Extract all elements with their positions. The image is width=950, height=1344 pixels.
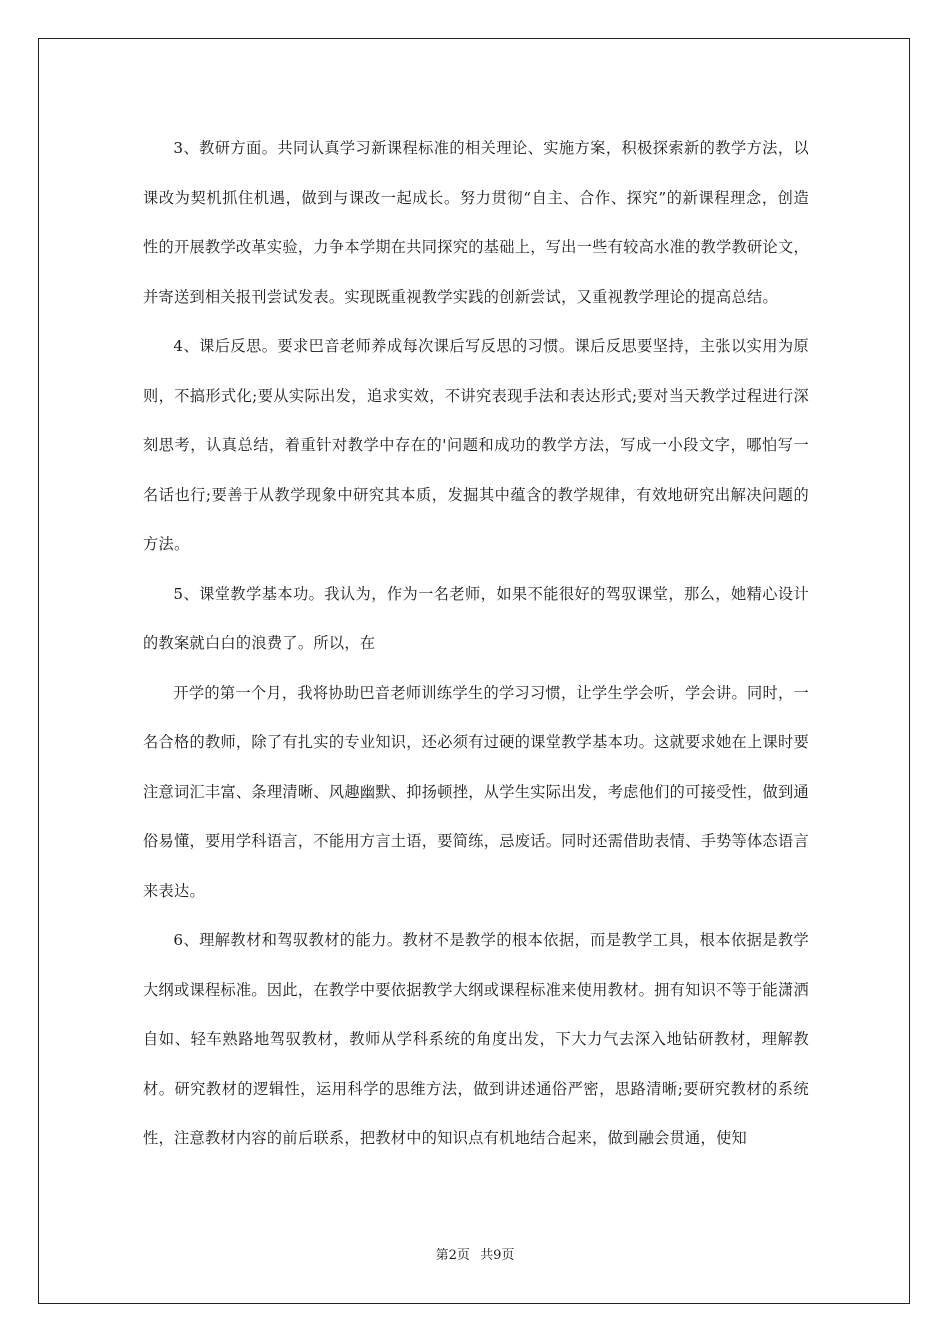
page-number-current: 第2页 <box>435 1248 470 1263</box>
paragraph-classroom-basic-skills: 5、课堂教学基本功。我认为，作为一名老师，如果不能很好的驾驭课堂，那么，她精心设计的教案就白白的浪费了。所以，在 <box>143 584 809 652</box>
paragraph-after-class-reflection: 4、课后反思。要求巴音老师养成每次课后写反思的习惯。课后反思要坚持，主张以实用为原则，不搞形式化;要从实际出发，追求实效，不讲究表现手法和表达形式;要对当天教学过程进行深刻思考，认真总结，着重针对教学中存在的'问题和成功的教学方法，写成一小段文字，哪怕写一名话也行;要善于从教学现象中研究其本质，发掘其中蕴含的教学规律，有效地研究出解决问题的方法。 <box>143 337 809 553</box>
paragraph-textbook-ability: 6、理解教材和驾驭教材的能力。教材不是教学的根本依据，而是教学工具，根本依据是教学大纲或课程标准。因此，在教学中要依据教学大纲或课程标准来使用教材。拥有知识不等于能潇洒自如、轻车熟路地驾驭教材，教师从学科系统的角度出发，下大力气去深入地钻研教材，理解教材。研究教材的逻辑性，运用科学的思维方法，做到讲述通俗严密，思路清晰;要研究教材的系统性，注意教材内容的前后联系，把教材中的知识点有机地结合起来，做到融会贯通，使知 <box>143 931 809 1147</box>
page-footer <box>0 1248 950 1264</box>
document-body <box>143 124 809 1164</box>
page-number-total: 共9页 <box>480 1248 515 1263</box>
paragraph-teaching-research: 3、教研方面。共同认真学习新课程标准的相关理论、实施方案，积极探索新的教学方法，以课改为契机抓住机遇，做到与课改一起成长。努力贯彻“自主、合作、探究”的新课程理念，创造性的开展教学改革实验，力争本学期在共同探究的基础上，写出一些有较高水准的教学教研论文，并寄送到相关报刊尝试发表。实现既重视教学实践的创新尝试，又重视教学理论的提高总结。 <box>143 139 809 306</box>
paragraph-first-month: 开学的第一个月，我将协助巴音老师训练学生的学习习惯，让学生学会听，学会讲。同时，一名合格的教师，除了有扎实的专业知识，还必须有过硬的课堂教学基本功。这就要求她在上课时要注意词汇丰富、条理清晰、风趣幽默、抑扬顿挫，从学生实际出发，考虑他们的可接受性，做到通俗易懂，要用学科语言，不能用方言土语，要简练，忌废话。同时还需借助表情、手势等体态语言来表达。 <box>143 683 809 900</box>
